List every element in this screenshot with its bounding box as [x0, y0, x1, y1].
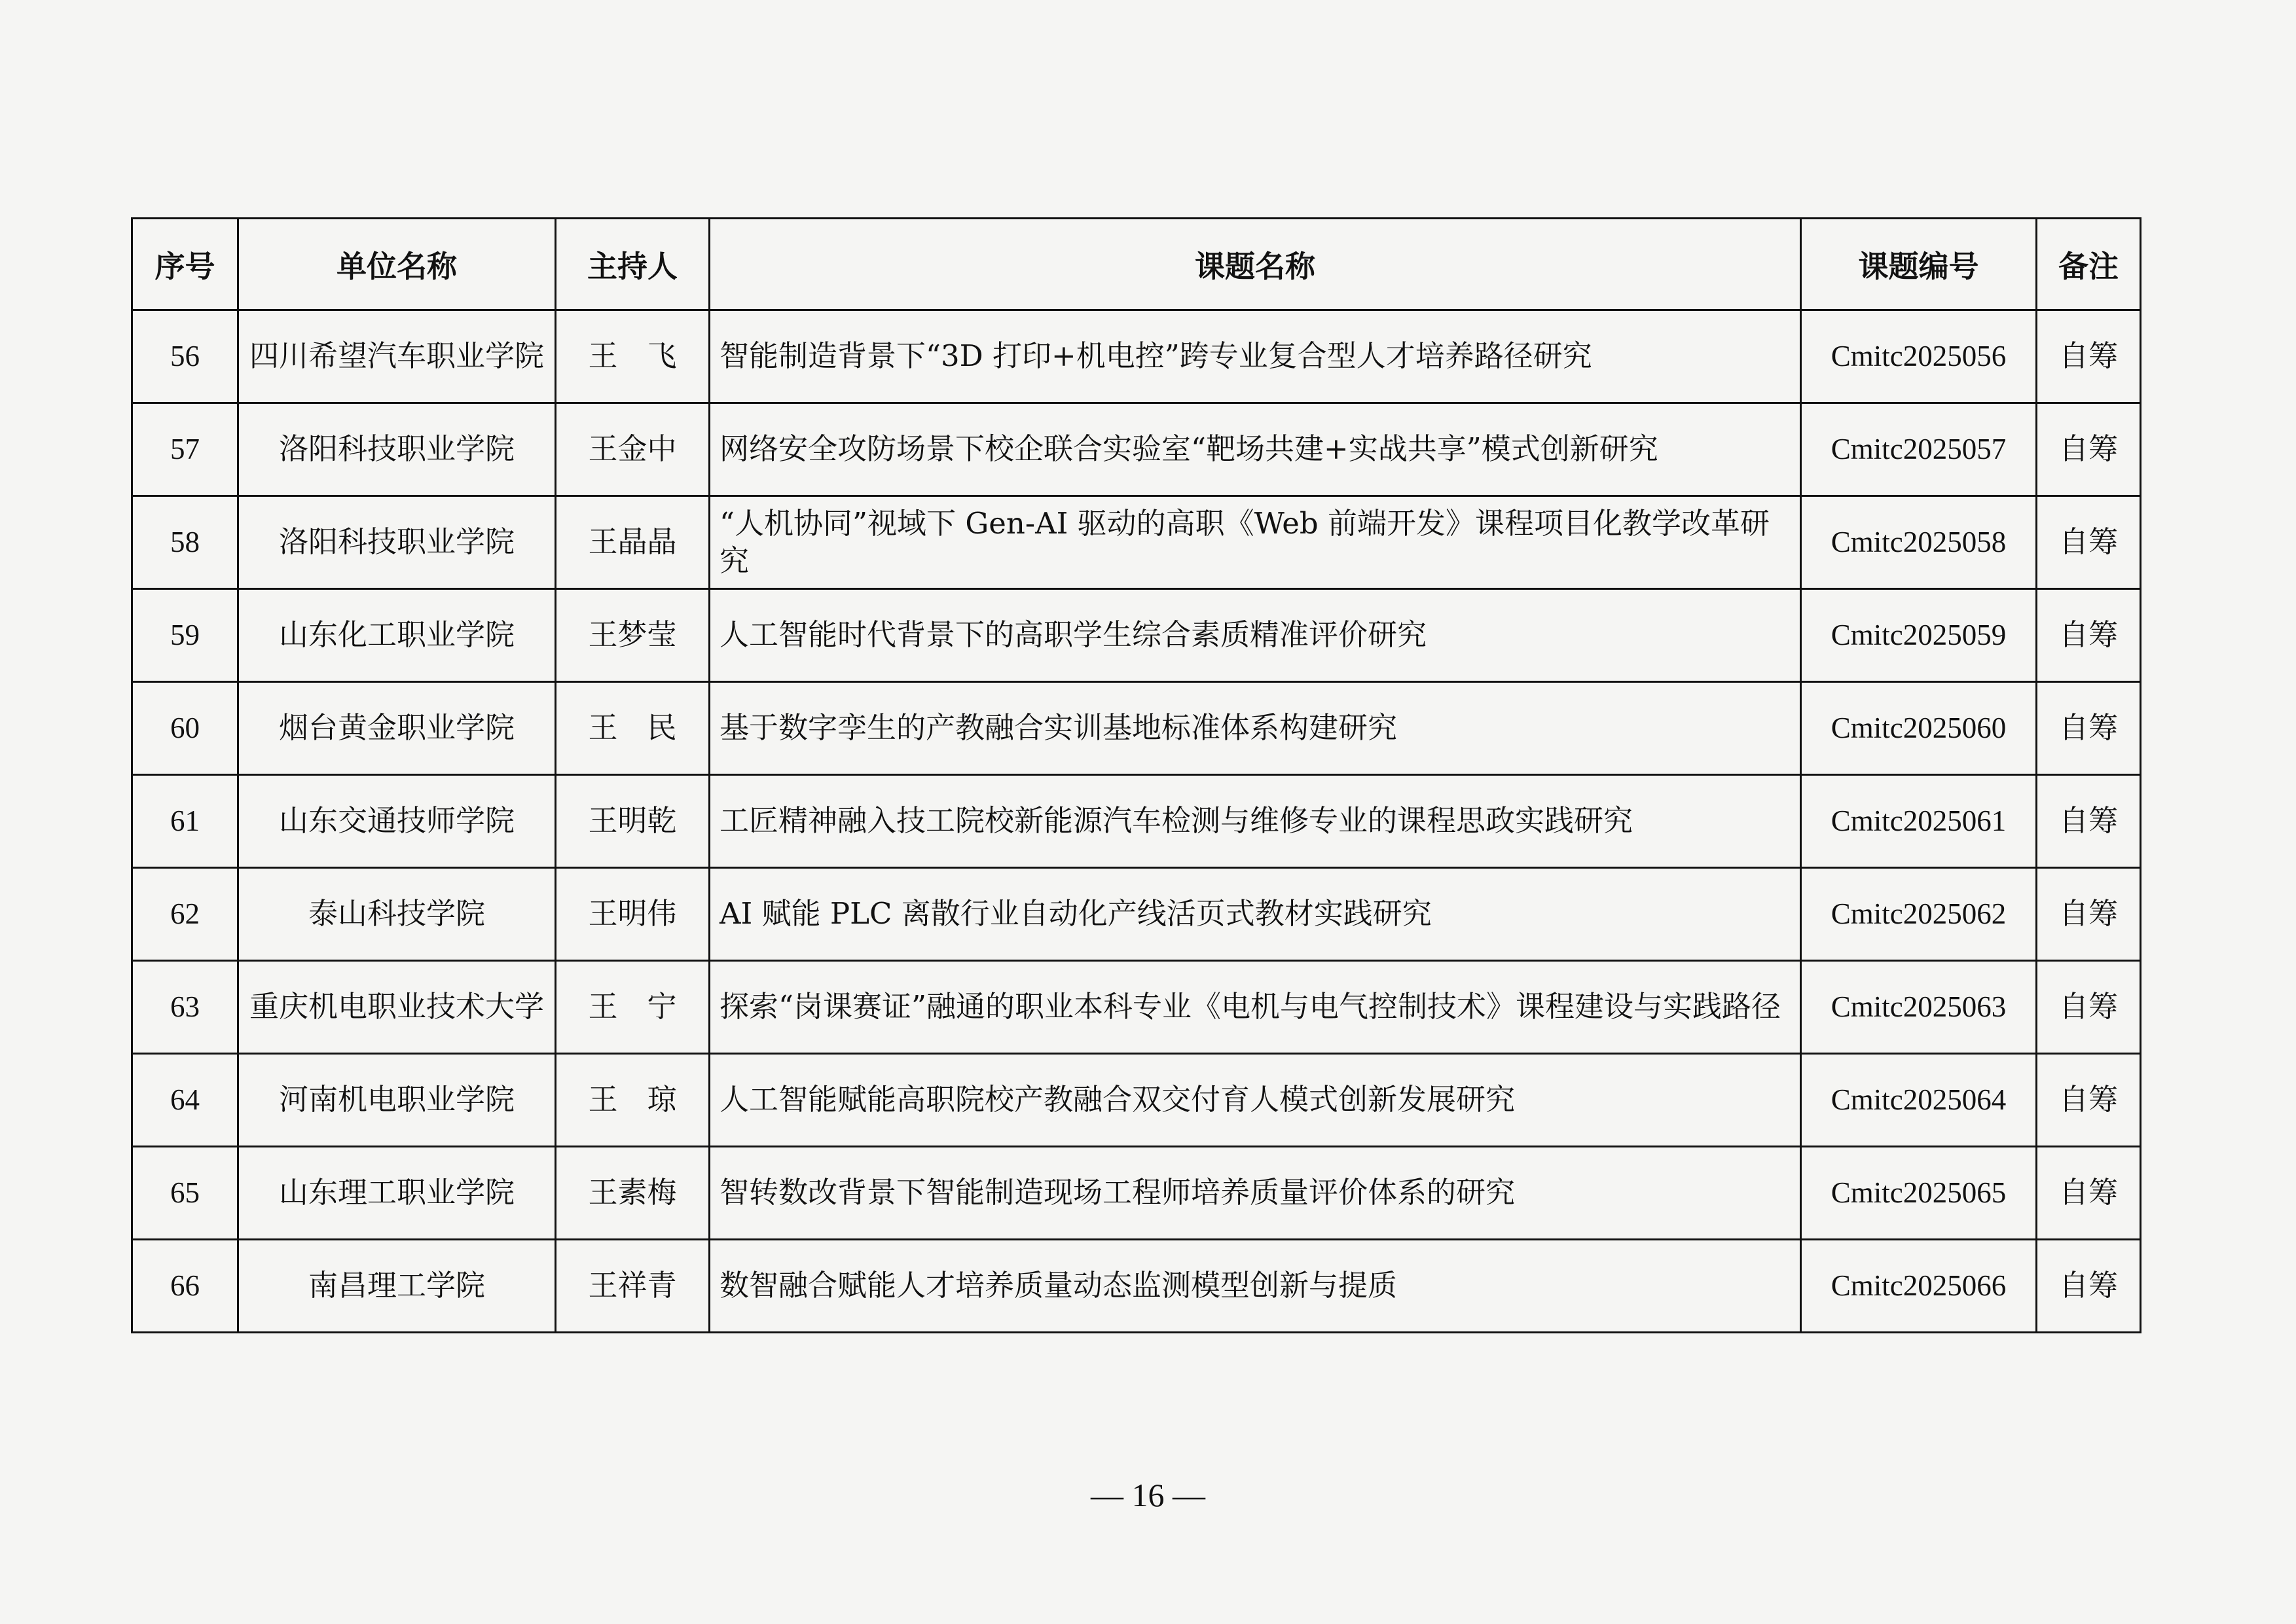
cell-title: 人工智能赋能高职院校产教融合双交付育人模式创新发展研究 — [710, 1054, 1801, 1147]
cell-host: 王祥青 — [556, 1240, 710, 1333]
header-note: 备注 — [2037, 219, 2141, 310]
cell-host: 王金中 — [556, 403, 710, 496]
cell-title: AI 赋能 PLC 离散行业自动化产线活页式教材实践研究 — [710, 868, 1801, 961]
cell-code: Cmitc2025063 — [1801, 961, 2037, 1054]
cell-title: “人机协同”视域下 Gen-AI 驱动的高职《Web 前端开发》课程项目化教学改革研究 — [710, 496, 1801, 589]
cell-unit: 洛阳科技职业学院 — [238, 403, 556, 496]
project-table — [131, 217, 2141, 1333]
cell-note: 自筹 — [2037, 775, 2141, 868]
cell-note: 自筹 — [2037, 589, 2141, 682]
cell-seq: 66 — [132, 1240, 238, 1333]
cell-code: Cmitc2025064 — [1801, 1054, 2037, 1147]
cell-seq: 56 — [132, 310, 238, 403]
cell-code: Cmitc2025056 — [1801, 310, 2037, 403]
header-unit: 单位名称 — [238, 219, 556, 310]
cell-seq: 61 — [132, 775, 238, 868]
cell-title: 智能制造背景下“3D 打印+机电控”跨专业复合型人才培养路径研究 — [710, 310, 1801, 403]
cell-host: 王 民 — [556, 682, 710, 775]
cell-host: 王素梅 — [556, 1147, 710, 1240]
cell-title: 探索“岗课赛证”融通的职业本科专业《电机与电气控制技术》课程建设与实践路径 — [710, 961, 1801, 1054]
table-row — [132, 868, 2141, 961]
cell-code: Cmitc2025065 — [1801, 1147, 2037, 1240]
cell-seq: 64 — [132, 1054, 238, 1147]
page-number: — 16 — — [1091, 1477, 1205, 1513]
table-row — [132, 589, 2141, 682]
cell-host: 王 飞 — [556, 310, 710, 403]
cell-note: 自筹 — [2037, 1240, 2141, 1333]
header-host: 主持人 — [556, 219, 710, 310]
table-row — [132, 775, 2141, 868]
cell-host: 王 宁 — [556, 961, 710, 1054]
cell-code: Cmitc2025057 — [1801, 403, 2037, 496]
cell-note: 自筹 — [2037, 310, 2141, 403]
header-code: 课题编号 — [1801, 219, 2037, 310]
cell-title: 智转数改背景下智能制造现场工程师培养质量评价体系的研究 — [710, 1147, 1801, 1240]
cell-unit: 四川希望汽车职业学院 — [238, 310, 556, 403]
cell-unit: 山东理工职业学院 — [238, 1147, 556, 1240]
cell-note: 自筹 — [2037, 1147, 2141, 1240]
cell-seq: 59 — [132, 589, 238, 682]
cell-code: Cmitc2025059 — [1801, 589, 2037, 682]
cell-note: 自筹 — [2037, 1054, 2141, 1147]
cell-unit: 山东化工职业学院 — [238, 589, 556, 682]
cell-unit: 山东交通技师学院 — [238, 775, 556, 868]
table-row — [132, 1147, 2141, 1240]
cell-code: Cmitc2025058 — [1801, 496, 2037, 589]
cell-seq: 57 — [132, 403, 238, 496]
cell-seq: 58 — [132, 496, 238, 589]
cell-note: 自筹 — [2037, 682, 2141, 775]
cell-unit: 南昌理工学院 — [238, 1240, 556, 1333]
table-row — [132, 403, 2141, 496]
cell-code: Cmitc2025061 — [1801, 775, 2037, 868]
cell-code: Cmitc2025060 — [1801, 682, 2037, 775]
cell-unit: 泰山科技学院 — [238, 868, 556, 961]
cell-unit: 洛阳科技职业学院 — [238, 496, 556, 589]
cell-seq: 65 — [132, 1147, 238, 1240]
table-row — [132, 682, 2141, 775]
cell-note: 自筹 — [2037, 403, 2141, 496]
header-seq: 序号 — [132, 219, 238, 310]
table-row — [132, 310, 2141, 403]
cell-note: 自筹 — [2037, 868, 2141, 961]
cell-host: 王明伟 — [556, 868, 710, 961]
cell-host: 王晶晶 — [556, 496, 710, 589]
cell-title: 人工智能时代背景下的高职学生综合素质精准评价研究 — [710, 589, 1801, 682]
cell-code: Cmitc2025062 — [1801, 868, 2037, 961]
cell-title: 数智融合赋能人才培养质量动态监测模型创新与提质 — [710, 1240, 1801, 1333]
cell-seq: 60 — [132, 682, 238, 775]
cell-title: 工匠精神融入技工院校新能源汽车检测与维修专业的课程思政实践研究 — [710, 775, 1801, 868]
cell-unit: 烟台黄金职业学院 — [238, 682, 556, 775]
header-title: 课题名称 — [710, 219, 1801, 310]
cell-title: 基于数字孪生的产教融合实训基地标准体系构建研究 — [710, 682, 1801, 775]
cell-seq: 63 — [132, 961, 238, 1054]
cell-title: 网络安全攻防场景下校企联合实验室“靶场共建+实战共享”模式创新研究 — [710, 403, 1801, 496]
cell-unit: 河南机电职业学院 — [238, 1054, 556, 1147]
table-row — [132, 496, 2141, 589]
cell-note: 自筹 — [2037, 961, 2141, 1054]
cell-seq: 62 — [132, 868, 238, 961]
table-row — [132, 961, 2141, 1054]
cell-note: 自筹 — [2037, 496, 2141, 589]
table-header-row — [132, 219, 2141, 310]
cell-host: 王梦莹 — [556, 589, 710, 682]
cell-host: 王 琼 — [556, 1054, 710, 1147]
cell-host: 王明乾 — [556, 775, 710, 868]
table-row — [132, 1240, 2141, 1333]
table-row — [132, 1054, 2141, 1147]
cell-code: Cmitc2025066 — [1801, 1240, 2037, 1333]
cell-unit: 重庆机电职业技术大学 — [238, 961, 556, 1054]
